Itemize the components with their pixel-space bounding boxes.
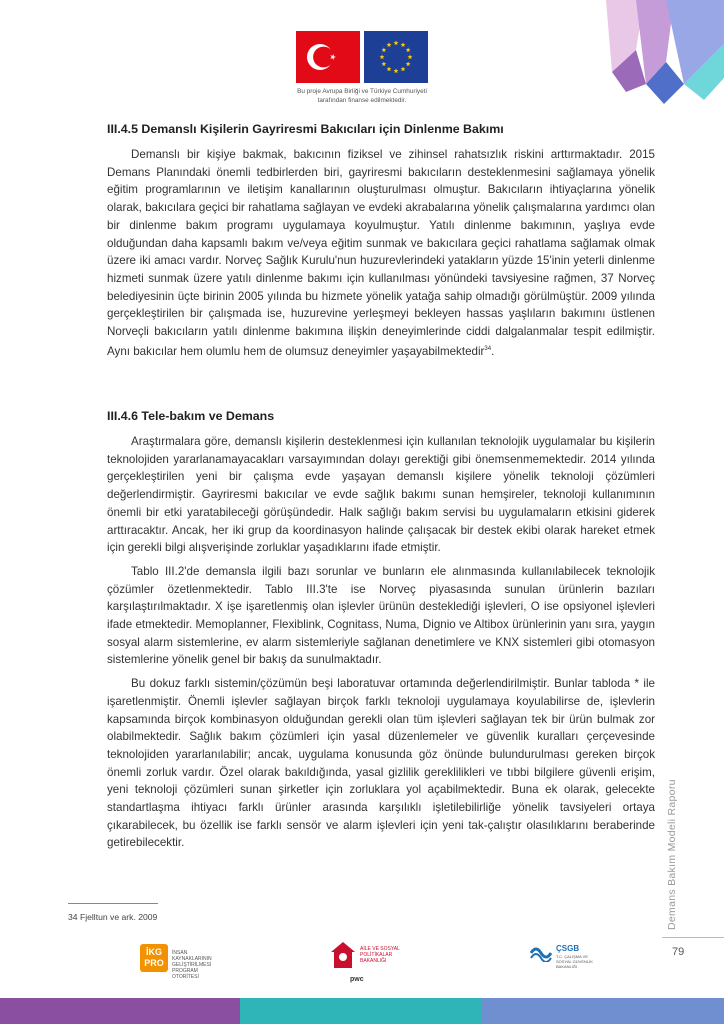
eu-star-icon bbox=[381, 47, 386, 52]
ikg-pro-logo: İKG PRO İNSAN KAYNAKLARININ GELİŞTİRİLMESİ PROGRAM OTORİTESİ bbox=[140, 944, 250, 974]
footer-bar-segment-blue bbox=[482, 998, 724, 1024]
section-heading-respite-care: III.4.5 Demanslı Kişilerin Gayriresmi Bakıcıları için Dinlenme Bakımı bbox=[107, 122, 504, 136]
eu-star-icon bbox=[401, 67, 406, 72]
eu-star-icon bbox=[387, 42, 392, 47]
eu-flag-icon bbox=[364, 31, 428, 83]
paragraph: Bu dokuz farklı sistemin/çözümün beşi laboratuvar ortamında değerlendirilmiştir. Bunlar tabloda * ile işaretlenmiştir. Önemli işlevler sağlayan birçok farklı teknoloji uygulamaya koyulabilirse de, işlevlerin kapsamında birçok kombinasyon olduğundan gerekli olan tüm işlevleri sağlayan tek bir ürün bulmak zor olabilmektedir. Sağlık bakım çözümleri için yasal düzenlemeler ve güvenlik kuralları çerçevesinde teknolojiden yararlanılabilir; ancak, uygulama konusunda göz önünde bulundurulması gereken birçok önemli zorluk vardır. Özel olarak bakıldığında, yasal gizlilik gereklilikleri ve tıbbi bilgilere güvenli erişim, yeni teknoloji çözümleri sunan şirketler için zorluklara yol açabilmektedir. Buna ek olarak, gelecekte standartlaşma ihtiyacı farklı ürünler arasında karşılıklı işletilebilirliğe yönelik tavsiyeleri ortaya çıkarabilecek, bu özellik ise farklı sensör ve alarm işlevleri için yeni tak-çalıştır olasılıklarını beraberinde getirebilecektir. bbox=[107, 677, 655, 850]
eu-star-icon bbox=[381, 61, 386, 66]
paragraph: Demanslı bir kişiye bakmak, bakıcının fiziksel ve zihinsel rahatsızlık riskini arttırmaktadır. 2015 Demans Planındaki önemli tedbirlerden biri, gayriresmi bakıcıların desteklenmesini sağlamaya yönelik eğitim programlarının ve iletişim kanallarının oluşturulması olmuştur. Bakıcıların ihtiyaçlarına yönelik olarak, bakıcılara geçici bir rahatlama sağlayan ve evdeki akrabalarına yönelik çalışmalarına yardımcı olan bir dinlenme bakım programı uygulamaya koyulmuştur. Yatılı dinlenme bakımının, yaşlıya evde olduğundan daha kapsamlı bakım ve/veya eğitim sunmak ve bakıcılara geçici rahatlama sağlamak olmak üzere iki amacı vardır. Norveç Sağlık Kurulu'nun huzurevlerindeki yatakların yüzde 15'inin yeterli dinlenme hizmeti sunmak üzere yatılı dinlenme bakımı için kullanılması yönündeki tavsiyesine rağmen, 37 Norveç belediyesinin üçte birinin 2005 yılında bu hizmete yönelik yatağa sahip olmadığı görülmüştür. 2009 yılında gerçekleştirilen bir çalışmada ise, huzurevine yerleşmeyi bekleyen hassas yaşlıların bakımını üstlenen Norveçli bakıcıların yatılı dinlenme bakımına ilişkin deneyimlerinde ciddi dalgalanmalar tespit edilmiştir. Aynı bakıcılar hem olumlu hem de olumsuz deneyimler yaşayabilmektedir$^{34}$. bbox=[107, 148, 655, 358]
pwc-logo: pwc bbox=[350, 976, 364, 983]
page-number-divider bbox=[662, 937, 724, 938]
page-number: 79 bbox=[672, 946, 685, 958]
funding-flags bbox=[296, 31, 430, 83]
eu-star-icon bbox=[406, 47, 411, 52]
csgb-wave-icon bbox=[530, 944, 552, 962]
ministry-house-icon bbox=[330, 940, 356, 970]
eu-star-icon bbox=[387, 67, 392, 72]
ministry-logo: AİLE VE SOSYAL POLİTİKALAR BAKANLIĞI pwc bbox=[330, 940, 410, 990]
footnote: 34 Fjelltun ve ark. 2009 bbox=[68, 912, 158, 922]
paragraph: Tablo III.2'de demansla ilgili bazı sorunlar ve bunların ele alınmasında kullanılabilecek teknolojik çözümler özetlenmektedir. Tablo III.3'te ise Norveç piyasasında sunulan ürünlerin bazıları karşılaştırılmaktadır. X işe işaretlenmiş olan işlevler ürünün desteklediği işlevleri, O ise opsiyonel işlevleri ifade etmektedir. Memoplanner, Flexiblink, Cognitass, Numa, Dignio ve Altibox ürünlerinin yanı sıra, yaygın sosyal alarm sistemlerine, ev alarm sistemleriyle sağlanan denetimlere ve KNX sistemleri gibi otomasyon sistemlerine yönelik genel bir bakış da sunulmaktadır. bbox=[107, 564, 655, 667]
footnote-divider bbox=[68, 903, 158, 904]
section-body-respite-care bbox=[107, 146, 655, 360]
section-heading-telecare: III.4.6 Tele-bakım ve Demans bbox=[107, 409, 275, 423]
eu-star-icon bbox=[408, 54, 413, 59]
paragraph: Araştırmalara göre, demanslı kişilerin desteklenmesi için kullanılan teknolojik uygulamalar bu kişilerin teknolojiden yararlanamayacakları varsayımından dolayı gerektiği gibi önemsenmemektedir. 2014 yılında gerçekleştirilen yeni bir çalışma evde yaşayan demanslı kişilere yönelik teknoloji çözümleri değerlendirmiştir. Gayriresmi bakıcılar ve evde sağlık bakımı sunan hemşireler, teknoloji kullanımının önemli bir etki yaratabileceği görüşündedir. Halk sağlığı bakım servisi bu uygulamaların etkisini giderek arttıracaktır. Ancak, her iki grup da koordinasyon halinde çalışacak bir destek ekibi olarak hareket etmek için gerekli bilgi alışverişinde zorluklar yaşadıklarını ifade etmiştir. bbox=[107, 435, 655, 555]
csgb-logo: ÇSGB T.C. ÇALIŞMA VE SOSYAL GÜVENLİK BAKANLIĞI bbox=[530, 942, 600, 972]
footer-bar-segment-teal bbox=[240, 998, 482, 1024]
corner-decoration-icon bbox=[574, 0, 724, 112]
eu-star-icon bbox=[394, 68, 399, 73]
funding-caption: Bu proje Avrupa Birliği ve Türkiye Cumhuriyeti tarafından finanse edilmektedir. bbox=[297, 88, 427, 104]
footnote-reference: 34 bbox=[484, 345, 492, 352]
eu-star-icon bbox=[406, 61, 411, 66]
side-title: Demans Bakım Modeli Raporu bbox=[666, 779, 678, 930]
eu-star-icon bbox=[394, 40, 399, 45]
eu-star-icon bbox=[380, 54, 385, 59]
turkey-flag-icon bbox=[296, 31, 360, 83]
footer-bar-segment-purple bbox=[0, 998, 240, 1024]
section-body-telecare bbox=[107, 433, 655, 852]
eu-star-icon bbox=[401, 42, 406, 47]
